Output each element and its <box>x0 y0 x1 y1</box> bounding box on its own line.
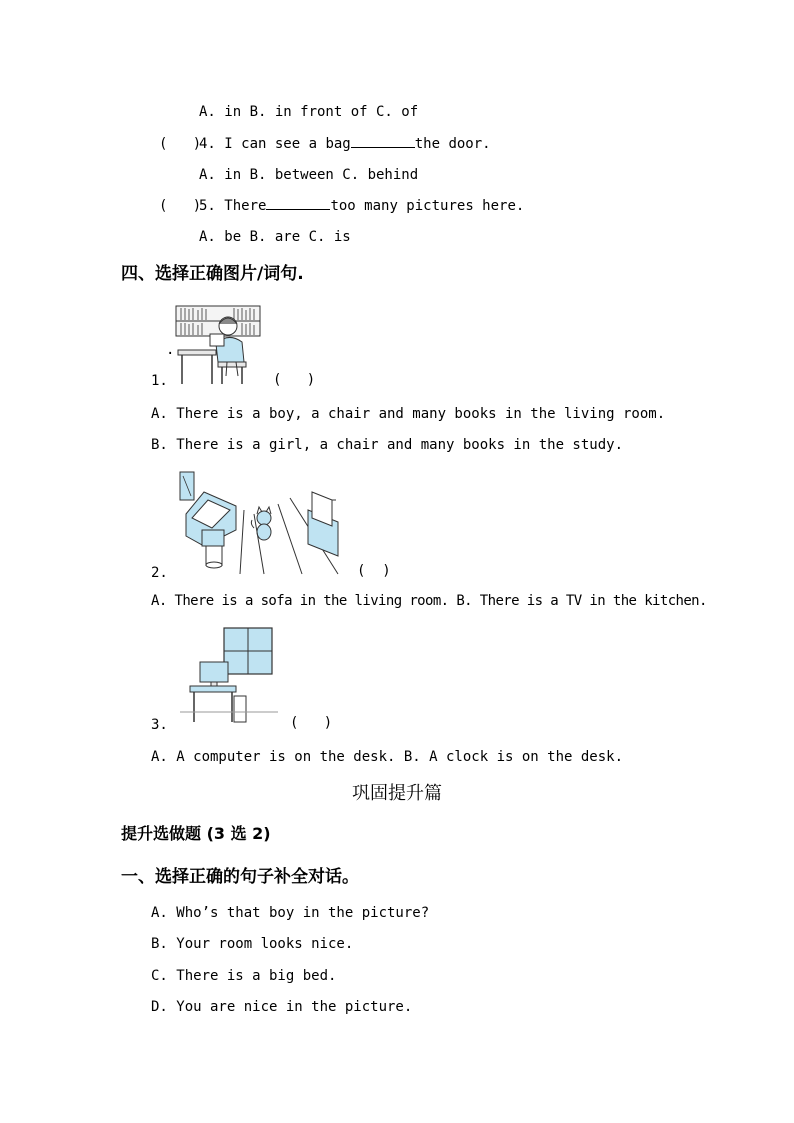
girl-reading-picture <box>172 304 264 386</box>
q4-number: 4. <box>199 136 216 152</box>
q5-answer-paren[interactable]: ( ) <box>159 198 202 214</box>
q4-blank[interactable] <box>351 135 415 148</box>
q4-stem-before: I can see a bag <box>224 136 351 152</box>
q5-number: 5. <box>199 198 216 214</box>
section1-heading: 一、选择正确的句子补全对话。 <box>121 867 359 887</box>
item1-option-b: B. There is a girl, a chair and many books in the study. <box>151 437 624 453</box>
q5-stem-after: too many pictures here. <box>330 198 525 214</box>
section1-option-d: D. You are nice in the picture. <box>151 999 413 1015</box>
item1-number: 1. <box>151 373 168 389</box>
item1-answer-paren[interactable]: ( ) <box>273 372 316 388</box>
q5-options: A. be B. are C. is <box>199 229 351 245</box>
section1-option-a: A. Who’s that boy in the picture? <box>151 905 430 921</box>
sub-heading: 提升选做题 (3 选 2) <box>121 824 271 843</box>
q4-stem <box>199 135 491 153</box>
q5-stem-before: There <box>224 198 267 214</box>
section1-option-c: C. There is a big bed. <box>151 968 337 984</box>
item1-dot: . <box>166 342 175 358</box>
part-title: 巩固提升篇 <box>352 783 442 804</box>
q5-blank[interactable] <box>266 197 330 210</box>
item2-options: A. There is a sofa in the living room. B. There is a TV in the kitchen. <box>151 593 707 609</box>
item2-answer-paren[interactable]: ( ) <box>357 563 391 579</box>
q5-stem <box>199 197 524 215</box>
q4-options: A. in B. between C. behind <box>199 167 419 183</box>
item3-options: A. A computer is on the desk. B. A clock is on the desk. <box>151 749 624 765</box>
section4-heading: 四、选择正确图片/词句. <box>121 264 304 284</box>
section1-option-b: B. Your room looks nice. <box>151 936 354 952</box>
q4-stem-after: the door. <box>414 136 491 152</box>
computer-desk-picture <box>178 626 280 726</box>
q4-answer-paren[interactable]: ( ) <box>159 136 202 152</box>
item2-number: 2. <box>151 565 168 581</box>
item1-option-a: A. There is a boy, a chair and many books in the living room. <box>151 406 666 422</box>
living-room-picture <box>178 470 346 578</box>
q3-options: A. in B. in front of C. of <box>199 104 419 120</box>
item3-number: 3. <box>151 717 168 733</box>
item3-answer-paren[interactable]: ( ) <box>290 715 333 731</box>
